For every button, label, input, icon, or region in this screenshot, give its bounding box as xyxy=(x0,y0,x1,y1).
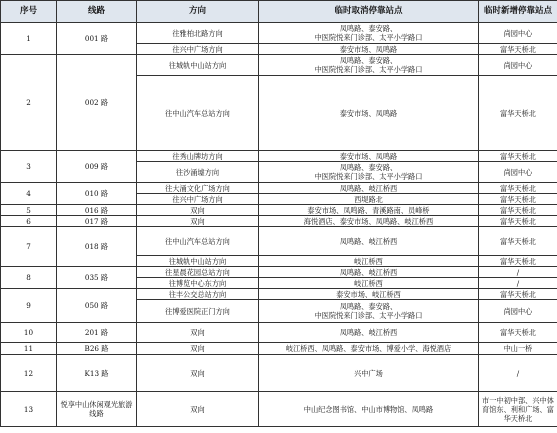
removed-stops-cell: 凤鸣路、泰安路、 中医院悦来门诊部、太平小学路口 xyxy=(259,300,479,323)
header-seq: 序号 xyxy=(1,1,57,23)
seq-cell: 13 xyxy=(1,392,57,427)
route-cell: 017 路 xyxy=(57,216,137,227)
direction-cell: 往雅柏北路方向 xyxy=(137,23,259,44)
seq-cell: 7 xyxy=(1,227,57,267)
direction-cell: 往城轨中山站方向 xyxy=(137,256,259,267)
added-stops-cell: 富华天桥北 xyxy=(479,256,557,267)
removed-stops-cell: 凤鸣路、岐江桥西 xyxy=(259,183,479,194)
added-stops-cell: / xyxy=(479,355,557,392)
table-row xyxy=(1,267,557,278)
direction-cell: 往兴中广场方向 xyxy=(137,44,259,55)
added-stops-cell: 富华天桥北 xyxy=(479,183,557,194)
removed-stops-cell: 泰安市场、凤鸣路、青溪路南、员峰桥 xyxy=(259,205,479,216)
removed-stops-cell: 泰安市场、岐江桥西 xyxy=(259,289,479,300)
removed-stops-cell: 凤鸣路、岐江桥西 xyxy=(259,323,479,343)
header-row xyxy=(1,1,557,23)
added-stops-cell: 富华天桥北 xyxy=(479,76,557,151)
direction-cell: 往中山汽车总站方向 xyxy=(137,76,259,151)
seq-cell: 6 xyxy=(1,216,57,227)
direction-cell: 往秀山牌坊方向 xyxy=(137,151,259,162)
seq-cell: 4 xyxy=(1,183,57,205)
direction-cell: 双向 xyxy=(137,205,259,216)
removed-stops-cell: 凤鸣路、泰安路、 中医院悦来门诊部、太平小学路口 xyxy=(259,55,479,76)
seq-cell: 9 xyxy=(1,289,57,323)
table-row xyxy=(1,205,557,216)
route-cell: B26 路 xyxy=(57,343,137,355)
added-stops-cell: 尚园中心 xyxy=(479,162,557,183)
table-row xyxy=(1,151,557,162)
header-added-stops: 临时新增停靠站点 xyxy=(479,1,557,23)
seq-cell: 3 xyxy=(1,151,57,183)
direction-cell: 往星晨花园总站方向 xyxy=(137,267,259,278)
added-stops-cell: 富华天桥北 xyxy=(479,151,557,162)
removed-stops-cell: 凤鸣路、岐江桥西 xyxy=(259,227,479,256)
route-cell: K13 路 xyxy=(57,355,137,392)
removed-stops-cell: 凤鸣路、岐江桥西 xyxy=(259,267,479,278)
direction-cell: 往博览中心东方向 xyxy=(137,278,259,289)
seq-cell: 11 xyxy=(1,343,57,355)
route-cell: 010 路 xyxy=(57,183,137,205)
removed-stops-cell: 凤鸣路、泰安路、 中医院悦来门诊部、太平小学路口 xyxy=(259,162,479,183)
direction-cell: 往中山汽车总站方向 xyxy=(137,227,259,256)
route-cell: 018 路 xyxy=(57,227,137,267)
direction-cell: 双向 xyxy=(137,216,259,227)
removed-stops-cell: 兴中广场 xyxy=(259,355,479,392)
removed-stops-cell: 泰安市场、凤鸣路 xyxy=(259,76,479,151)
added-stops-cell: 尚园中心 xyxy=(479,300,557,323)
added-stops-cell: 富华天桥北 xyxy=(479,289,557,300)
table-row xyxy=(1,216,557,227)
header-route: 线路 xyxy=(57,1,137,23)
added-stops-cell: 富华天桥北 xyxy=(479,216,557,227)
direction-cell: 往城轨中山站方向 xyxy=(137,55,259,76)
seq-cell: 1 xyxy=(1,23,57,55)
added-stops-cell: / xyxy=(479,278,557,289)
table-row xyxy=(1,343,557,355)
direction-cell: 双向 xyxy=(137,392,259,427)
direction-cell: 往丰公交总站方向 xyxy=(137,289,259,300)
direction-cell: 双向 xyxy=(137,323,259,343)
direction-cell: 往沙涌墟方向 xyxy=(137,162,259,183)
table-row xyxy=(1,55,557,76)
route-cell: 001 路 xyxy=(57,23,137,55)
route-cell: 050 路 xyxy=(57,289,137,323)
seq-cell: 5 xyxy=(1,205,57,216)
seq-cell: 10 xyxy=(1,323,57,343)
removed-stops-cell: 岐江桥西 xyxy=(259,256,479,267)
removed-stops-cell: 泰安市场、凤鸣路 xyxy=(259,44,479,55)
table-row xyxy=(1,323,557,343)
added-stops-cell: / xyxy=(479,267,557,278)
added-stops-cell: 富华天桥北 xyxy=(479,205,557,216)
route-cell: 悦享中山休闲观光旅游线路 xyxy=(57,392,137,427)
added-stops-cell: 中山一桥 xyxy=(479,343,557,355)
table-row xyxy=(1,23,557,44)
table-row xyxy=(1,392,557,427)
table-row xyxy=(1,289,557,300)
removed-stops-cell: 泰安市场、凤鸣路 xyxy=(259,151,479,162)
route-cell: 002 路 xyxy=(57,55,137,151)
route-cell: 016 路 xyxy=(57,205,137,216)
removed-stops-cell: 岐江桥西、凤鸣路、泰安市场、博爱小学、海悦酒店 xyxy=(259,343,479,355)
removed-stops-cell: 凤鸣路、泰安路、 中医院悦来门诊部、太平小学路口 xyxy=(259,23,479,44)
seq-cell: 2 xyxy=(1,55,57,151)
seq-cell: 8 xyxy=(1,267,57,289)
direction-cell: 往兴中广场方向 xyxy=(137,194,259,205)
header-direction: 方向 xyxy=(137,1,259,23)
added-stops-cell: 富华天桥北 xyxy=(479,44,557,55)
removed-stops-cell: 西堤路北 xyxy=(259,194,479,205)
seq-cell: 12 xyxy=(1,355,57,392)
added-stops-cell: 尚园中心 xyxy=(479,55,557,76)
table-row xyxy=(1,183,557,194)
table-row xyxy=(1,227,557,256)
added-stops-cell: 富华天桥北 xyxy=(479,227,557,256)
added-stops-cell: 尚园中心 xyxy=(479,23,557,44)
direction-cell: 双向 xyxy=(137,355,259,392)
removed-stops-cell: 海悦酒店、泰安市场、凤鸣路、岐江桥西 xyxy=(259,216,479,227)
route-cell: 035 路 xyxy=(57,267,137,289)
route-cell: 009 路 xyxy=(57,151,137,183)
route-cell: 201 路 xyxy=(57,323,137,343)
direction-cell: 双向 xyxy=(137,343,259,355)
direction-cell: 往大涌文化广场方向 xyxy=(137,183,259,194)
header-removed-stops: 临时取消停靠站点 xyxy=(259,1,479,23)
added-stops-cell: 市一中初中部、兴中体育馆东、利和广场、富华天桥北 xyxy=(479,392,557,427)
direction-cell: 往博爱医院正门方向 xyxy=(137,300,259,323)
added-stops-cell: 富华天桥北 xyxy=(479,323,557,343)
table-row xyxy=(1,355,557,392)
added-stops-cell: 富华天桥北 xyxy=(479,194,557,205)
removed-stops-cell: 岐江桥西 xyxy=(259,278,479,289)
removed-stops-cell: 中山纪念图书馆、中山市博物馆、凤鸣路 xyxy=(259,392,479,427)
